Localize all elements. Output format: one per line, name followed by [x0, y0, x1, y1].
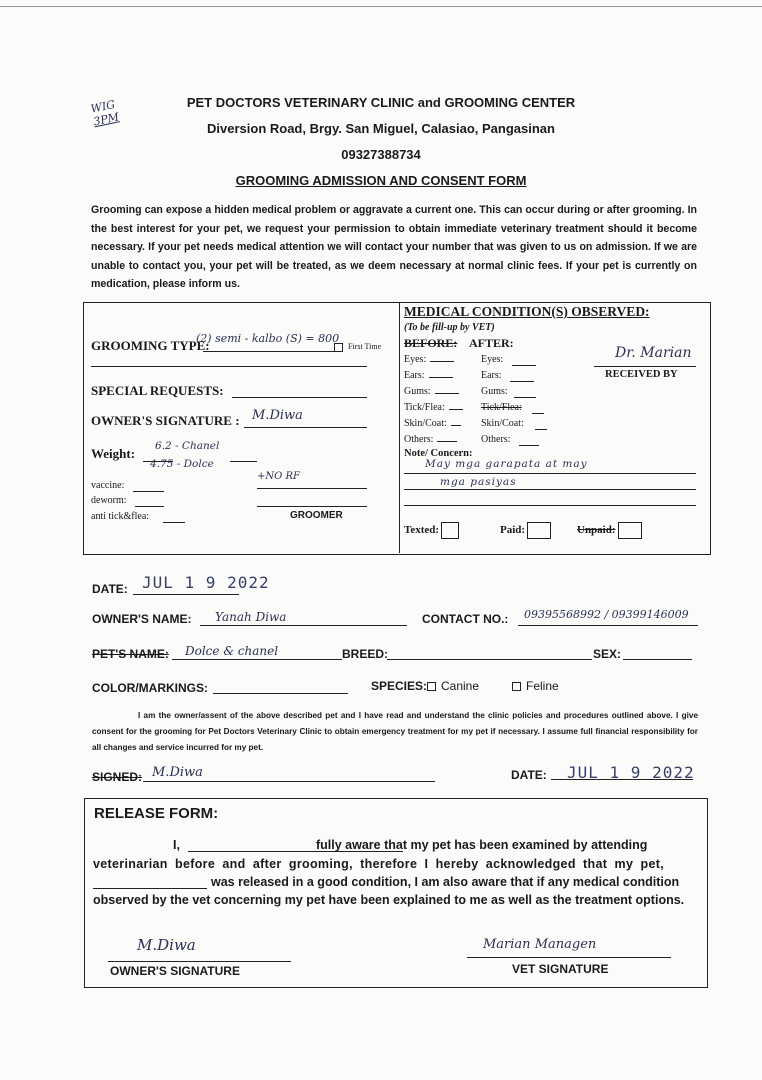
- condition-row-3: [404, 402, 574, 413]
- before-skin-label: Skin/Coat:: [404, 418, 447, 429]
- paid-label: Paid:: [500, 524, 526, 537]
- feline-option[interactable]: [512, 679, 559, 693]
- owner-sig-value: M.Diwa: [137, 936, 196, 954]
- anti-tick-label: anti tick&flea:: [91, 511, 150, 522]
- before-ears-label: Ears:: [404, 370, 425, 381]
- owner-name-label: OWNER'S NAME:: [92, 612, 192, 626]
- first-time-label: First Time: [348, 342, 382, 351]
- color-field[interactable]: [213, 693, 348, 694]
- deworm-field[interactable]: [135, 506, 164, 507]
- breed-label: BREED:: [342, 647, 389, 661]
- groomer-label: GROOMER: [290, 510, 343, 521]
- form-title: GROOMING ADMISSION AND CONSENT FORM: [235, 173, 527, 188]
- special-requests-field[interactable]: [232, 397, 367, 398]
- owner-signature-field[interactable]: [244, 427, 367, 428]
- before-tick-field[interactable]: [449, 409, 463, 410]
- pet-name-value: Dolce & chanel: [185, 644, 279, 658]
- received-by-label: RECEIVED BY: [605, 369, 678, 380]
- note-field-1[interactable]: [404, 473, 696, 474]
- unpaid-option[interactable]: [577, 522, 642, 539]
- paid-checkbox[interactable]: [527, 522, 551, 539]
- vaccine-label: vaccine:: [91, 480, 125, 491]
- corner-note-line-2: 3PM: [92, 110, 121, 129]
- before-eyes-label: Eyes:: [404, 354, 427, 365]
- after-others-field[interactable]: [519, 445, 539, 446]
- after-gums-label: Gums:: [481, 386, 508, 397]
- condition-row-1: [404, 370, 574, 381]
- anti-tick-field[interactable]: [163, 522, 185, 523]
- corner-note-line-1: WIG: [89, 97, 117, 116]
- after-tick-label: Tick/Flea:: [481, 402, 522, 413]
- first-time-option[interactable]: [334, 342, 381, 352]
- release-title: RELEASE FORM:: [94, 805, 219, 822]
- note-field-3[interactable]: [404, 505, 696, 506]
- date-field[interactable]: [133, 594, 239, 595]
- note-label: Note/ Concern:: [404, 448, 473, 459]
- species-label: SPECIES:: [371, 679, 428, 693]
- release-i-label: I,: [173, 838, 180, 852]
- after-ears-field[interactable]: [510, 381, 534, 382]
- signed-value: M.Diwa: [152, 765, 203, 780]
- top-rule: [0, 6, 762, 7]
- pet-name-field[interactable]: [172, 659, 342, 660]
- clinic-address: Diversion Road, Brgy. San Miguel, Calasiao, Pangasinan: [207, 121, 555, 136]
- release-line-4: observed by the vet concerning my pet have been explained to me as well as the treatment options.: [93, 893, 685, 907]
- date-label: DATE:: [92, 582, 128, 596]
- before-skin-field[interactable]: [451, 425, 461, 426]
- texted-label: Texted:: [404, 524, 440, 537]
- before-label: BEFORE:: [404, 336, 458, 350]
- sex-label: SEX:: [593, 647, 622, 661]
- after-others-label: Others:: [481, 434, 511, 445]
- note-field-2[interactable]: [404, 489, 696, 490]
- consent-date-label: DATE:: [511, 768, 547, 782]
- grooming-type-value: (2) semi - kalbo (S) = 800: [196, 332, 340, 345]
- unpaid-checkbox[interactable]: [618, 522, 642, 539]
- paid-option[interactable]: [500, 522, 551, 539]
- after-gums-field[interactable]: [514, 397, 536, 398]
- weight-field[interactable]: [143, 461, 173, 462]
- release-pet-field[interactable]: [93, 888, 207, 889]
- breed-field[interactable]: [387, 659, 592, 660]
- before-ears-field[interactable]: [429, 377, 453, 378]
- weight-label: Weight:: [91, 446, 136, 461]
- vaccine-field[interactable]: [133, 491, 164, 492]
- medical-subtitle: (To be fill-up by VET): [404, 322, 495, 333]
- before-gums-label: Gums:: [404, 386, 431, 397]
- consent-date-stamp: JUL 1 9 2022: [567, 763, 695, 782]
- after-tick-field[interactable]: [532, 413, 544, 414]
- release-line-2: veterinarian before and after grooming, therefore I hereby acknowledged that my pet,: [93, 857, 665, 871]
- signed-label: SIGNED:: [92, 770, 143, 784]
- before-eyes-field[interactable]: [430, 361, 454, 362]
- weight-field-2[interactable]: [230, 461, 257, 462]
- weight-note-line: [257, 488, 367, 489]
- texted-option[interactable]: [404, 522, 459, 539]
- note-line-2: mga pasiyas: [440, 476, 517, 488]
- received-by-value: Dr. Marian: [615, 345, 692, 361]
- after-eyes-label: Eyes:: [481, 354, 504, 365]
- release-line-3-text: was released in a good condition, I am also aware that if any medical condition: [211, 875, 680, 889]
- clinic-name: PET DOCTORS VETERINARY CLINIC and GROOMING CENTER: [186, 95, 576, 110]
- condition-row-2: [404, 386, 574, 397]
- pet-name-label: PET'S NAME:: [92, 647, 169, 661]
- unpaid-label: Unpaid:: [577, 524, 616, 537]
- color-label: COLOR/MARKINGS:: [92, 681, 208, 695]
- grooming-type-field[interactable]: [203, 351, 342, 352]
- texted-checkbox[interactable]: [441, 522, 459, 539]
- feline-checkbox[interactable]: [512, 682, 521, 691]
- signed-field[interactable]: [143, 781, 435, 782]
- canine-option[interactable]: [427, 679, 479, 693]
- after-skin-label: Skin/Coat:: [481, 418, 524, 429]
- vet-sig-value: Marian Managen: [483, 937, 597, 952]
- before-tick-label: Tick/Flea:: [404, 402, 445, 413]
- condition-row-0: [404, 354, 574, 365]
- contact-field[interactable]: [518, 625, 698, 626]
- weight-value-2: 4.75 - Dolce: [150, 458, 214, 470]
- vet-sig-line[interactable]: [467, 957, 671, 958]
- contact-value: 09395568992 / 09399146009: [524, 608, 689, 621]
- medical-title: MEDICAL CONDITION(S) OBSERVED:: [404, 304, 650, 319]
- owner-sig-line[interactable]: [108, 961, 291, 962]
- before-others-label: Others:: [404, 434, 434, 445]
- before-gums-field[interactable]: [435, 393, 459, 394]
- after-skin-field[interactable]: [535, 429, 547, 430]
- condition-row-5: [404, 434, 574, 445]
- owner-signature-label: OWNER'S SIGNATURE :: [91, 413, 240, 428]
- owner-name-value: Yanah Diwa: [215, 610, 287, 624]
- feline-label: Feline: [526, 679, 559, 693]
- intro-paragraph: Grooming can expose a hidden medical problem or aggravate a current one. This can occur during or after grooming. In the best interest for your pet, we request your permission to obtain immediate veterinary treatment should it become necessary. If your pet needs medical attention we will contact your number that was given to us on admission. If we are unable to contact you, your pet will be treated, as we deem necessary at normal clinic fees. If your pet is currently on medication, please inform us.: [91, 204, 697, 290]
- note-line-1: May mga garapata at may: [425, 458, 588, 470]
- canine-checkbox[interactable]: [427, 682, 436, 691]
- owner-name-field[interactable]: [200, 625, 407, 626]
- panel-divider: [399, 302, 400, 553]
- grooming-type-field-2[interactable]: [91, 366, 367, 367]
- consent-text: I am the owner/assent of the above described pet and I have read and understand the clinic policies and procedures outlined above. I give consent for the grooming for Pet Doctors Veterinary Clinic to obtain emergency treatment for my pet if necessary. I assume full financial responsibility for all changes and service incurred for my pet.: [92, 711, 698, 752]
- special-requests-label: SPECIAL REQUESTS:: [91, 383, 224, 398]
- weight-value-1: 6.2 - Chanel: [155, 440, 220, 452]
- condition-row-4: [404, 418, 574, 429]
- date-stamp: JUL 1 9 2022: [142, 573, 270, 592]
- first-time-checkbox[interactable]: [334, 343, 343, 352]
- after-eyes-field[interactable]: [512, 365, 536, 366]
- contact-label: CONTACT NO.:: [422, 612, 509, 626]
- before-others-field[interactable]: [437, 441, 457, 442]
- weight-note: +NO RF: [257, 471, 300, 482]
- groomer-signature-line[interactable]: [257, 506, 367, 507]
- vet-sig-label: VET SIGNATURE: [512, 962, 609, 976]
- clinic-phone: 09327388734: [341, 147, 421, 162]
- after-ears-label: Ears:: [481, 370, 502, 381]
- canine-label: Canine: [441, 679, 480, 693]
- sex-field[interactable]: [623, 659, 692, 660]
- owner-sig-label: OWNER'S SIGNATURE: [110, 964, 240, 978]
- grooming-type-label: GROOMING TYPE:: [91, 338, 210, 353]
- after-label: AFTER:: [469, 336, 514, 350]
- release-line-1-text: fully aware that my pet has been examined by attending: [316, 838, 648, 852]
- owner-signature-value: M.Diwa: [252, 408, 303, 423]
- received-by-line[interactable]: [594, 366, 696, 367]
- deworm-label: deworm:: [91, 495, 127, 506]
